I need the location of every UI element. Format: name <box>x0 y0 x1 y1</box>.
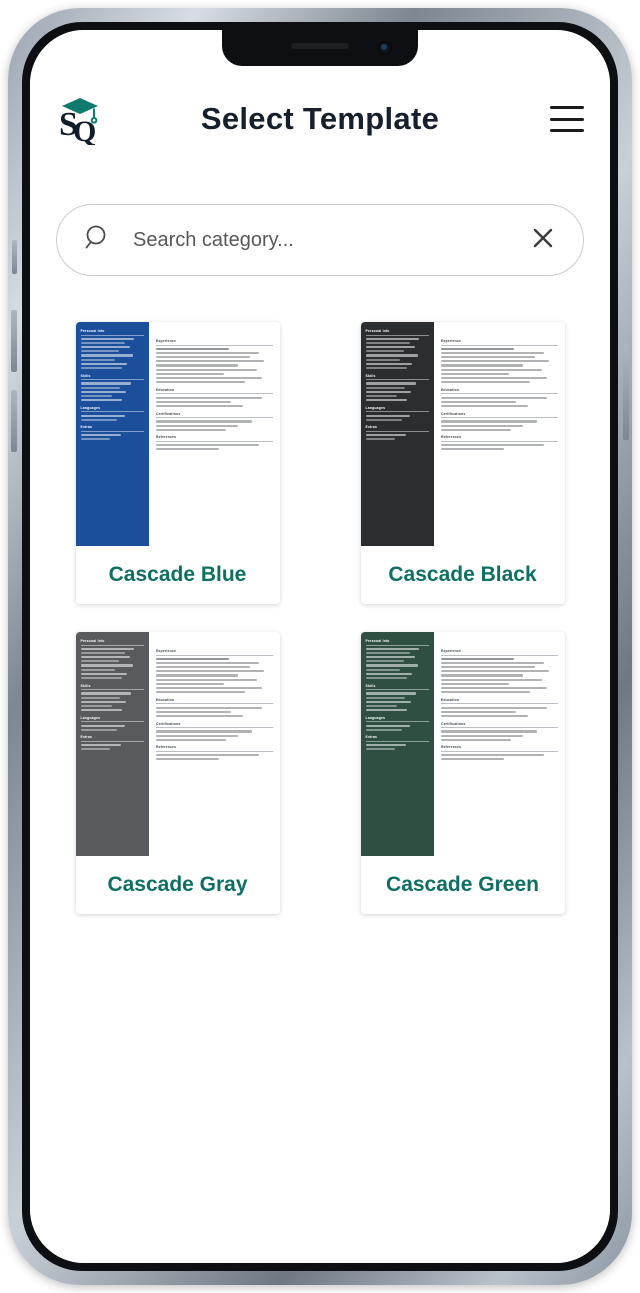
phone-frame <box>8 8 632 1285</box>
graduation-cap-logo[interactable] <box>56 93 104 145</box>
search-icon <box>83 223 113 258</box>
app-header <box>30 76 610 162</box>
volume-down-button[interactable] <box>11 390 17 452</box>
notch <box>222 30 418 66</box>
template-grid <box>52 322 588 914</box>
app-content <box>30 30 610 1263</box>
template-preview <box>361 322 565 546</box>
template-name: Cascade Green <box>361 856 565 914</box>
preview-body: Experience Education Certifications References <box>434 632 565 856</box>
svg-text:Q: Q <box>73 115 97 145</box>
phone-screen <box>30 30 610 1263</box>
template-card-cascade-blue[interactable] <box>76 322 280 604</box>
preview-body: Experience Education Certifications References <box>434 322 565 546</box>
search-bar[interactable] <box>56 204 584 276</box>
preview-sidebar: Personal Info Skills Languages Extras <box>361 632 434 856</box>
phone-bezel <box>22 22 618 1271</box>
preview-sidebar: Personal Info Skills Languages Extras <box>361 322 434 546</box>
template-name: Cascade Gray <box>76 856 280 914</box>
template-card-cascade-green[interactable] <box>361 632 565 914</box>
template-preview <box>76 322 280 546</box>
front-camera <box>378 41 392 55</box>
template-card-cascade-gray[interactable] <box>76 632 280 914</box>
search-input[interactable] <box>131 228 529 253</box>
template-name: Cascade Black <box>361 546 565 604</box>
close-x-icon[interactable] <box>529 224 557 257</box>
template-preview <box>361 632 565 856</box>
preview-sidebar: Personal Info Skills Languages Extras <box>76 632 149 856</box>
svg-text:S: S <box>59 106 78 143</box>
template-name: Cascade Blue <box>76 546 280 604</box>
earpiece-speaker <box>291 43 349 49</box>
power-button[interactable] <box>623 344 629 440</box>
silent-switch[interactable] <box>12 240 17 274</box>
preview-body: Experience Education Certifications References <box>149 632 280 856</box>
template-card-cascade-black[interactable] <box>361 322 565 604</box>
volume-up-button[interactable] <box>11 310 17 372</box>
preview-body: Experience Education Certifications References <box>149 322 280 546</box>
preview-sidebar: Personal Info Skills Languages Extras <box>76 322 149 546</box>
page-title: Select Template <box>200 101 440 136</box>
template-preview <box>76 632 280 856</box>
hamburger-menu-icon[interactable] <box>550 106 584 132</box>
